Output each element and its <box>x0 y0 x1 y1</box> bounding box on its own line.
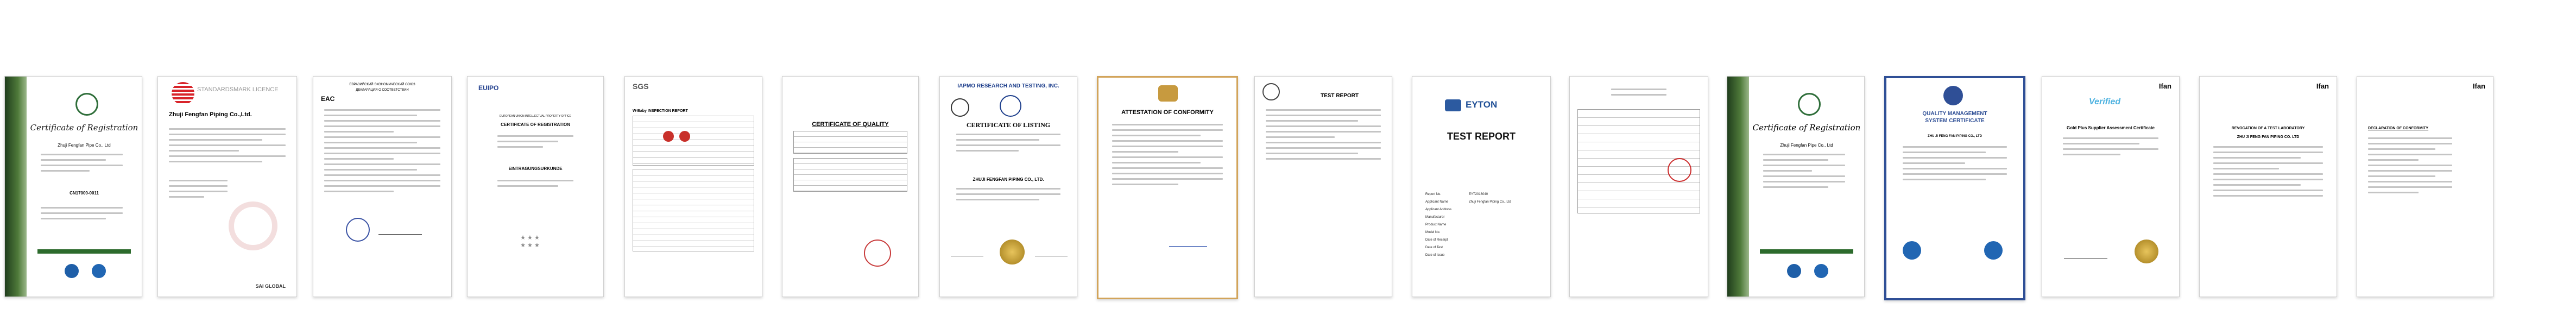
report-title: TEST REPORT <box>1320 93 1359 99</box>
quality-table <box>793 131 907 154</box>
ifan-brand: Ifan <box>2316 82 2329 90</box>
certificate-qms[interactable] <box>1884 76 2025 300</box>
results-table <box>633 169 754 251</box>
report-field-row <box>1425 213 1539 221</box>
report-field-label: Manufacturer <box>1425 216 1445 219</box>
certificate-chinese-report[interactable] <box>1569 76 1708 297</box>
qms-title-line1: QUALITY MANAGEMENT <box>1922 111 1987 117</box>
company-name: Zhuji Fengfan Pipe Co., Ltd <box>1780 143 1833 148</box>
certificate-standardsmark[interactable] <box>157 76 297 297</box>
certificate-title: REVOCATION OF A TEST LABORATORY <box>2231 127 2305 130</box>
report-field-row <box>1425 191 1539 198</box>
signature <box>378 229 422 235</box>
standardsmark-brand: STANDARDSMARK LICENCE <box>197 86 279 93</box>
report-field-label: Applicant Name <box>1425 200 1449 204</box>
certificate-eac[interactable] <box>313 76 452 297</box>
report-field-row <box>1425 221 1539 229</box>
iaf-badge-icon <box>92 264 106 278</box>
iaf-badge-icon <box>1814 264 1828 278</box>
gold-seal-icon <box>1000 240 1025 264</box>
green-side-band <box>5 77 27 297</box>
green-side-band <box>1727 77 1749 297</box>
report-field-label: Product Name <box>1425 223 1447 226</box>
certificate-attestation[interactable] <box>1097 76 1238 299</box>
stamp-icon <box>864 240 891 267</box>
signature <box>2064 253 2107 259</box>
certificate-registration-1[interactable] <box>4 76 142 297</box>
certificate-number: CN17000-0011 <box>70 191 99 196</box>
report-fields <box>1425 191 1539 259</box>
certificate-sgs[interactable] <box>624 76 762 297</box>
eyton-brand: EYTON <box>1466 99 1498 110</box>
report-field-label: Date of Issue <box>1425 254 1445 257</box>
verified-badge: Verified <box>2089 97 2121 106</box>
certificate-iapmo[interactable] <box>939 76 1077 297</box>
green-bar <box>1760 249 1853 254</box>
qms-title-line2: SYSTEM CERTIFICATE <box>1925 118 1985 124</box>
sai-global-brand: SAI GLOBAL <box>255 284 286 289</box>
standardsmark-logo-icon <box>172 82 194 105</box>
certificate-title: DECLARATION OF CONFORMITY <box>2368 127 2429 130</box>
signature <box>951 250 983 256</box>
report-field-value: Zhuji Fengfan Piping Co., Ltd <box>1469 200 1511 204</box>
report-title: TEST REPORT <box>1447 131 1516 142</box>
ifan-brand: Ifan <box>2158 82 2171 90</box>
green-bar <box>37 249 131 254</box>
eu-stars-icon: ★ ★ ★ ★ ★ ★ <box>520 235 540 249</box>
company-name: ZHUJI FENGFAN PIPING CO., LTD. <box>973 177 1044 182</box>
report-field-label: Date of Receipt <box>1425 238 1448 242</box>
attestation-logo-icon <box>1158 85 1178 102</box>
report-field-value: EYT2016040 <box>1469 193 1488 196</box>
upc-logo-icon <box>951 98 969 117</box>
signature <box>1035 250 1068 256</box>
report-field-row <box>1425 244 1539 251</box>
sample-photo <box>679 131 690 142</box>
stamp-icon <box>346 218 370 242</box>
certificate-quality[interactable] <box>782 76 919 297</box>
accreditation-badge-icon <box>1787 264 1801 278</box>
certificate-conformity[interactable] <box>2357 76 2493 297</box>
gold-seal-icon <box>2135 240 2158 263</box>
report-title: W-Baby INSPECTION REPORT <box>633 109 688 113</box>
report-field-row <box>1425 198 1539 206</box>
iapmo-brand: IAPMO RESEARCH AND TESTING, INC. <box>957 83 1059 89</box>
registrar-logo-icon <box>75 93 98 116</box>
qms-logo-icon <box>1943 86 1963 105</box>
report-field-label: Report No. <box>1425 193 1442 196</box>
iaf-badge-icon <box>1903 241 1921 260</box>
certificate-title: CERTIFICATE OF LISTING <box>966 121 1051 129</box>
sgs-brand: SGS <box>633 82 649 91</box>
eac-mark-icon: EAC <box>321 95 335 103</box>
eac-header: ЕВРАЗИЙСКИЙ ЭКОНОМИЧЕСКИЙ СОЮЗ <box>349 83 415 86</box>
report-field-row <box>1425 251 1539 259</box>
eyton-logo-icon <box>1445 99 1461 111</box>
company-name: ZHU JI FENG FAN PIPING CO., LTD <box>1928 135 1982 138</box>
certificate-title: Certificate of Registration <box>1752 123 1861 133</box>
certificate-euipo[interactable] <box>467 76 604 297</box>
euipo-office: EUROPEAN UNION INTELLECTUAL PROPERTY OFFICE <box>500 115 571 118</box>
certificate-title: Certificate of Registration <box>30 123 138 133</box>
report-field-label: Date of Test <box>1425 246 1443 249</box>
certificate-registration-2[interactable] <box>1727 76 1865 297</box>
certificate-title: CERTIFICATE OF REGISTRATION <box>501 122 570 127</box>
certificate-subtitle: EINTRAGUNGSURKUNDE <box>508 166 563 171</box>
certificate-test-report-1[interactable] <box>1254 76 1392 297</box>
certificate-title: Gold Plus Supplier Assessment Certificate <box>2067 125 2155 130</box>
red-stamp-icon <box>1668 158 1691 182</box>
company-name: Zhuji Fengfan Piping Co.,Ltd. <box>169 111 252 118</box>
registrar-logo-icon <box>1798 93 1821 116</box>
watermark-logo-icon <box>229 201 277 250</box>
report-field-row <box>1425 236 1539 244</box>
cnas-badge-icon <box>1984 241 2003 260</box>
signature <box>1169 241 1207 247</box>
euipo-brand: EUIPO <box>478 84 499 92</box>
certificate-title: ATTESTATION OF CONFORMITY <box>1121 109 1214 116</box>
certificate-verified[interactable] <box>2042 76 2180 297</box>
bureau-logo-icon <box>1262 83 1280 100</box>
company-name: ZHU JI FENG FAN PIPING CO. LTD <box>2237 135 2300 139</box>
ifan-brand: Ifan <box>2472 82 2485 90</box>
report-field-label: Model No. <box>1425 231 1441 234</box>
certificate-title: CERTIFICATE OF QUALITY <box>812 121 889 128</box>
certificate-eyton[interactable] <box>1412 76 1551 297</box>
report-field-row <box>1425 206 1539 213</box>
certificate-lab[interactable] <box>2199 76 2337 297</box>
report-field-row <box>1425 229 1539 236</box>
sample-photo <box>663 131 674 142</box>
eac-subheader: ДЕКЛАРАЦИЯ О СООТВЕТСТВИИ <box>356 89 409 92</box>
company-name: Zhuji Fengfan Pipe Co., Ltd <box>58 143 111 148</box>
report-table <box>633 116 754 166</box>
iapmo-seal-icon <box>1000 95 1021 117</box>
accreditation-badge-icon <box>65 264 79 278</box>
quality-table <box>793 158 907 192</box>
report-field-label: Applicant Address <box>1425 208 1452 211</box>
